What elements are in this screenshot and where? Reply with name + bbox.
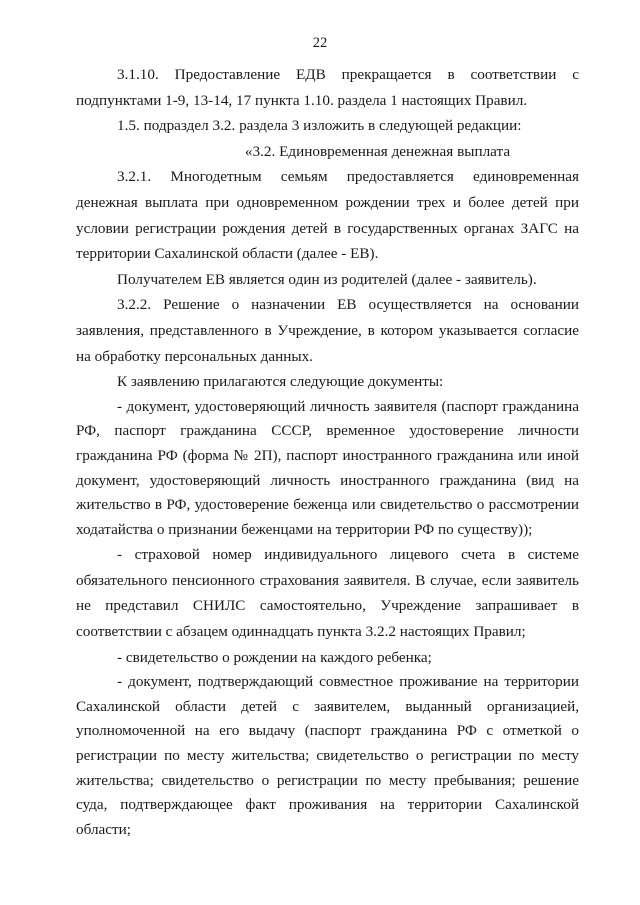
list-item-birth-certificate: - свидетельство о рождении на каждого ребенка; <box>117 648 432 666</box>
list-item-snils: - страховой номер индивидуального лицевого счета в системе обязательного пенсионного страхования заявителя. В случае, если заявитель не представил СНИЛС самостоятельно, Учреждение запрашивает в соответствии с абзацем одиннадцать пункта 3.2.2 настоящих Правил; <box>76 546 579 641</box>
page-number: 22 <box>312 35 328 51</box>
document-body <box>76 62 579 842</box>
paragraph-recipient: Получателем ЕВ является один из родителей (далее - заявитель). <box>117 270 537 288</box>
list-item-identity-document: - документ, удостоверяющий личность заявителя (паспорт гражданина РФ, паспорт гражданина СССР, временное удостоверение личности гражданина РФ (форма № 2П), паспорт иностранного гражданина или иной документ, удостоверяющий личность иностранного гражданина (вид на жительство в РФ, удостоверение беженца или свидетельство о рассмотрении ходатайства о признании беженцами на территории РФ по существу)); <box>76 397 579 538</box>
paragraph-documents-intro: К заявлению прилагаются следующие документы: <box>117 373 444 391</box>
section-heading-3-2: «3.2. Единовременная денежная выплата <box>244 142 511 160</box>
paragraph-amendment-1-5: 1.5. подраздел 3.2. раздела 3 изложить в следующей редакции: <box>117 117 522 135</box>
list-item-residence-document: - документ, подтверждающий совместное проживание на территории Сахалинской области детей с заявителем, выданный организацией, уполномоченной на его выдачу (паспорт гражданина РФ с отметкой о регистрации по месту жительства; свидетельство о регистрации по месту жительства; свидетельство о регистрации по месту пребывания; решение суда, подтверждающее факт проживания на территории Сахалинской области; <box>76 673 579 838</box>
paragraph-3-2-1: 3.2.1. Многодетным семьям предоставляется единовременная денежная выплата при одновременном рождении трех и более детей при условии регистрации рождения детей в государственных органах ЗАГС на территории Сахалинской области (далее - ЕВ). <box>76 168 579 263</box>
paragraph-3-2-2: 3.2.2. Решение о назначении ЕВ осуществляется на основании заявления, представленного в Учреждение, в котором указывается согласие на обработку персональных данных. <box>76 296 579 365</box>
paragraph-3-1-10: 3.1.10. Предоставление ЕДВ прекращается в соответствии с подпунктами 1-9, 13-14, 17 пункта 1.10. раздела 1 настоящих Правил. <box>76 66 579 109</box>
